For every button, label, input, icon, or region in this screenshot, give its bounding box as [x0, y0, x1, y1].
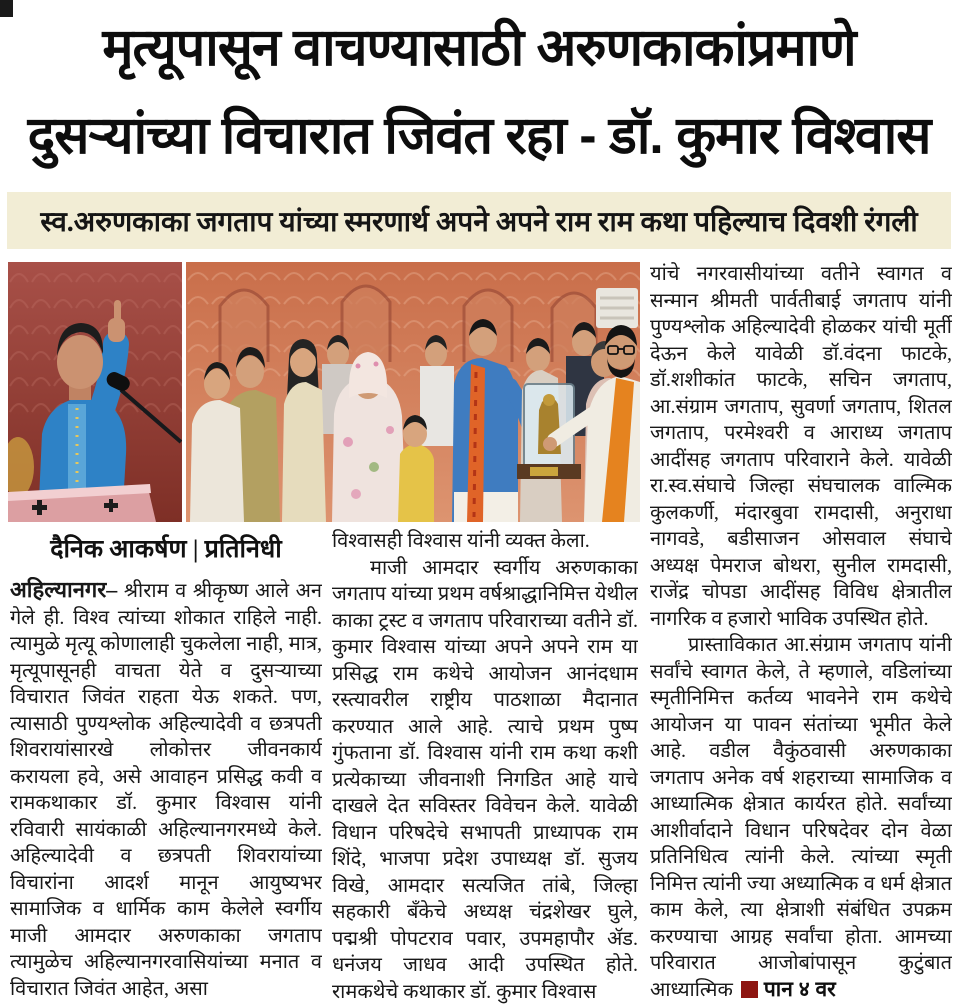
sub-headline-text: स्व.अरुणकाका जगताप यांच्या स्मरणार्थ अपने अपने राम राम कथा पहिल्याच दिवशी रंगली	[40, 206, 918, 238]
sub-headline-band	[7, 192, 951, 249]
article-headline	[0, 4, 958, 180]
photo-strip	[8, 262, 640, 522]
column-1-paragraph	[10, 577, 322, 1002]
column-1-text: श्रीराम व श्रीकृष्ण आले अन गेले ही. विश्व त्यांच्या शोकात राहिले नाही. त्यामुळे मृत्यू कोणालाही चुकलेला नाही, मात्र, मृत्यूपासूनही वाचता येते व दुसऱ्याच्या विचारात जिवंत राहता येऊ शकते. पण, त्यासाठी पुण्यश्लोक अहिल्यादेवी व छत्रपती शिवरायांसारखे लोकोत्तर जीवनकार्य करायला हवे, असे आवाहन प्रसिद्ध कवी व रामकथाकार डॉ. कुमार विश्वास यांनी रविवारी सायंकाळी अहिल्यानगरमध्ये केले. अहिल्यादेवी व छत्रपती शिवरायांच्या विचारांना आदर्श मानून आयुष्यभर सामाजिक व धार्मिक काम केलेले स्वर्गीय माजी आमदार अरुणकाका जगताप त्यामुळेच अहिल्यानगरवासियांच्या मनात व विचारात जिवंत आहेत, असा	[10, 580, 322, 1000]
article-column-2	[332, 528, 638, 1004]
speaker-photo	[8, 262, 182, 522]
column-3-paragraph-2	[650, 632, 952, 1003]
headline-line-1: मृत्यूपासून वाचण्यासाठी अरुणकाकांप्रमाणे	[102, 19, 856, 77]
dateline: अहिल्यानगर–	[10, 577, 118, 602]
column-3-paragraph-1: यांचे नगरवासीयांच्या वतीने स्वागत व सन्मान श्रीमती पार्वतीबाई जगताप यांनी पुण्यश्लोक अहिल्यादेवी होळकर यांची मूर्ती देऊन केले यावेळी डॉ.वंदना फाटके, डॉ.शशीकांत फाटके, सचिन जगताप, आ.संग्राम जगताप, सुवर्णा जगताप, शितल जगताप, परमेश्वरी व आराध्य जगताप आदींसह जगताप परिवाराने केले. यावेळी रा.स्व.संघाचे जिल्हा संघचालक वाल्मिक कुलकर्णी, मंदारबुवा रामदासी, अनुराधा नागवडे, बडीसाजन ओसवाल संघाचे अध्यक्ष पेमराज बोथरा, सुनील रामदासी, राजेंद्र चोपडा आदींसह विविध क्षेत्रातील नागरिक व हजारो भाविक उपस्थित होते.	[650, 263, 952, 630]
article-column-1	[10, 577, 322, 1003]
column-2-paragraph-1: विश्वासही विश्वास यांनी व्यक्त केला.	[332, 530, 590, 552]
byline: दैनिक आकर्षण | प्रतिनिधी	[50, 536, 282, 563]
jump-label: पान ४ वर	[763, 977, 836, 1001]
headline-line-2: दुसऱ्यांच्या विचारात जिवंत रहा - डॉ. कुमार विश्वास	[27, 107, 931, 165]
article-column-3	[650, 261, 952, 1003]
jump-marker-square-icon	[741, 981, 758, 998]
jump-to-page	[733, 979, 836, 1001]
column-3-paragraph-2-text: प्रास्ताविकात आ.संग्राम जगताप यांनी सर्वांचे स्वागत केले, ते म्हणाले, वडिलांच्या स्मृतीनिमित्त कर्तव्य भावनेने राम कथेचे आयोजन या पावन संतांच्या भूमीत केले आहे. वडील वैकुंठवासी अरुणकाका जगताप अनेक वर्ष शहराच्या सामाजिक व आध्यात्मिक क्षेत्रात कार्यरत होते. सर्वांच्या आशीर्वादाने विधान परिषदेवर दोन वेळा प्रतिनिधित्व त्यांनी केले. त्यांच्या स्मृती निमित्त त्यांनी ज्या अध्यात्मिक व धर्म क्षेत्रात काम केले, त्या क्षेत्राशी संबंधित उपक्रम करण्याचा आग्रह सर्वांचा होता. आमच्या परिवारात आजोबांपासून कुटुंबात आध्यात्मिक	[650, 634, 952, 1001]
column-2-paragraph-2: माजी आमदार स्वर्गीय अरुणकाका जगताप यांच्या प्रथम वर्षश्राद्धानिमित्त येथील काका ट्रस्ट व जगताप परिवाराच्या वतीने डॉ. कुमार विश्वास यांच्या अपने अपने राम या प्रसिद्ध राम कथेचे आयोजन आनंदधाम रस्त्यावरील राष्ट्रीय पाठशाळा मैदानात करण्यात आले आहे. त्याचे प्रथम पुष्प गुंफताना डॉ. विश्वास यांनी राम कथा कशी प्रत्येकाच्या जीवनाशी निगडित आहे याचे दाखले देत सविस्तर विवेचन केले. यावेळी विधान परिषदेचे सभापती प्राध्यापक राम शिंदे, भाजपा प्रदेश उपाध्यक्ष डॉ. सुजय विखे, आमदार सत्यजित तांबे, जिल्हा सहकारी बँकेचे अध्यक्ष चंद्रशेखर घुले, पद्मश्री पोपटराव पवार, उपमहापौर ॲड. धनंजय जाधव आदी उपस्थित होते. रामकथेचे कथाकार डॉ. कुमार विश्वास	[332, 556, 638, 1003]
award-presentation-photo	[186, 262, 640, 522]
